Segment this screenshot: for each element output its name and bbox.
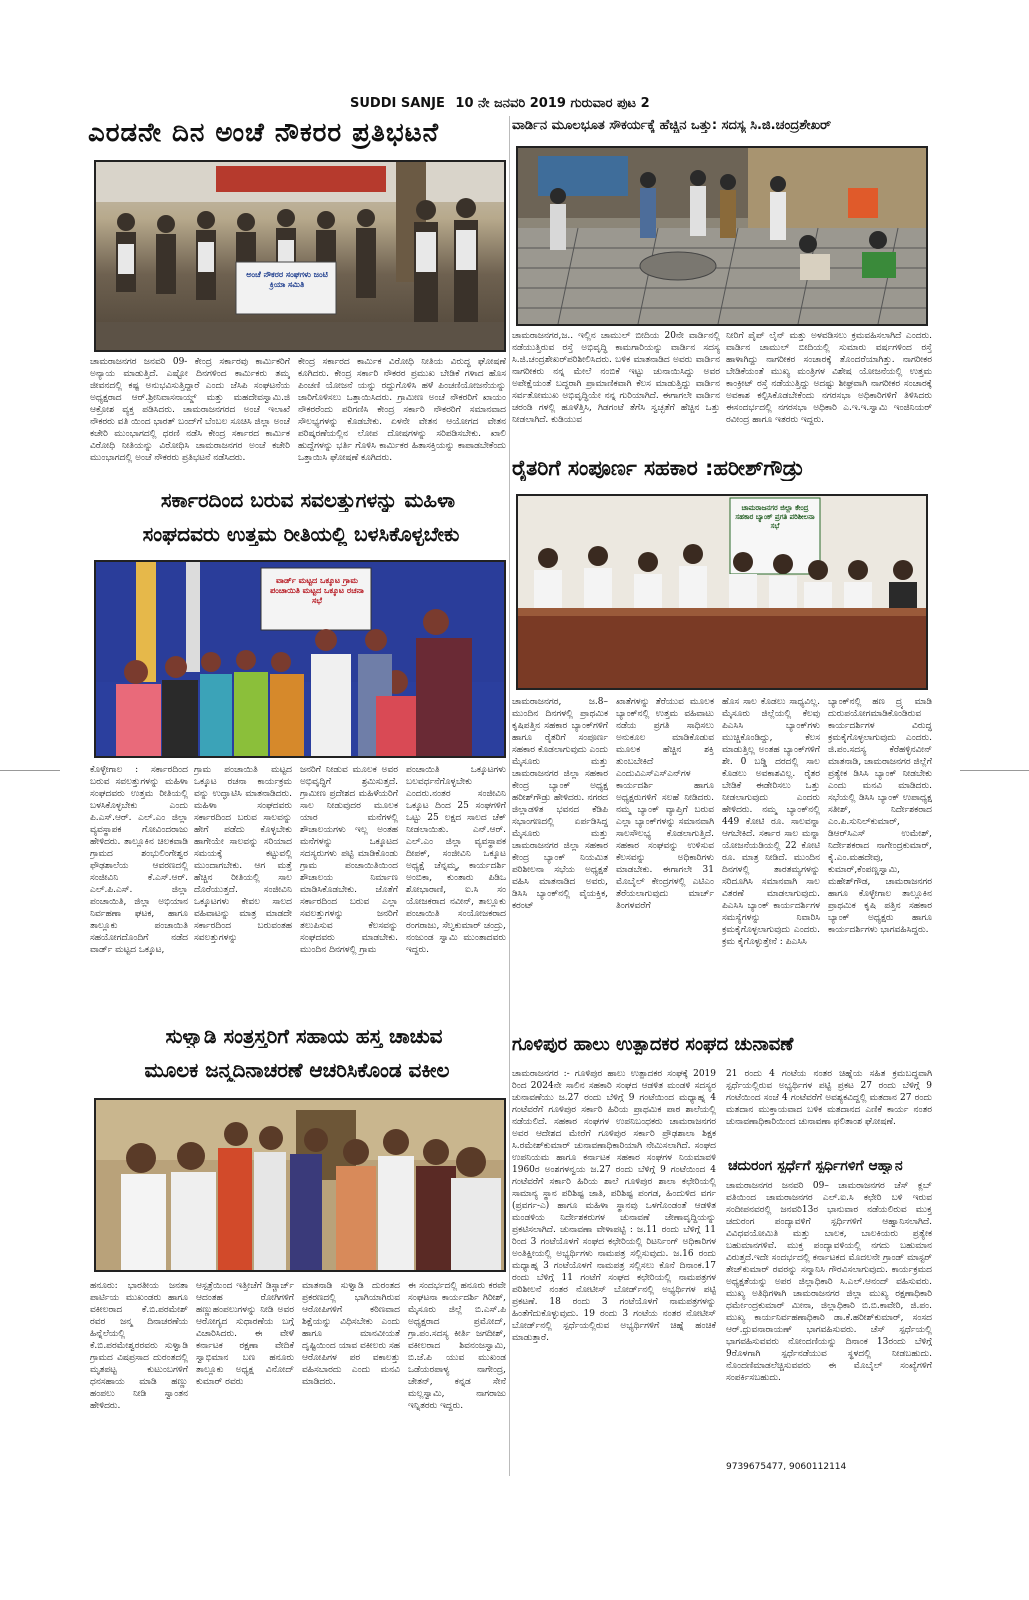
- article7-phones: 9739675477, 9060112114: [726, 1462, 847, 1472]
- page-divider: [509, 116, 510, 1476]
- article2-col4: ಪಂಚಾಯಿತಿ ಒಕ್ಕೂಟಗಳು ಬಲವರ್ಧನೆಗೊಳ್ಳಬೇಕು ಎಂದರು.ನಂತರ ಸಂಜೀವಿನಿ ಒಕ್ಕೂಟ ದಿಂದ 25 ಸಂಘಗಳಿಗೆ ಒಟ್ಟು 25 ಲಕ್ಷದ ಸಾಲದ ಚೆಕ್ ನೀಡಲಾಯಿತು. ಎನ್.ಆರ್. ಎಲ್.ಎಂ ಜಿಲ್ಲಾ ವ್ಯವಸ್ಥಾಪಕ ದೀಪಕ್, ಸಂಜೀವಿನಿ ಒಕ್ಕೂಟ ಅಧ್ಯಕ್ಷೆ ಚೆನ್ನಮ್ಮ, ಕಾರ್ಯದರ್ಶಿ ಅಂಬಿಕಾ, ಕುಂತಾರು ಪಿಡಿಒ ಶೋಭಾರಾಣಿ, ಐ.ಸಿ ಸಂ ಯೋಜಕರಾದ ನವೀನ್, ತಾಲ್ಲೂಕು ಪಂಚಾಯಿತಿ ಸಂಯೋಜಕರಾದ ರಂಗರಾಜು, ಸೆಲ್ವಕುಮಾರ್ ಚಂದ್ರು, ನಂಜುಂಡ ಸ್ವಾಮಿ ಮುಂತಾದವರು ಇದ್ದರು.: [406, 765, 506, 955]
- article5-photo: [516, 494, 928, 690]
- article5-col2: ಖಾತೆಗಳನ್ನು ತೆರೆಯುವ ಮೂಲಕ ಬ್ಯಾಂಕ್‌ನಲ್ಲಿ ಉತ್ತಮ ವಹಿವಾಟು ನಡೆಯ ಪ್ರಗತಿ ಸಾಧಿಸಲು ಅನುಕೂಲ ಮಾಡಿಕೊಡುವ ಮೂಲಕ ಹೆಚ್ಚಿನ ಶಕ್ತಿ ತುಂಬಬೇಕಿದೆ ಎಂದುವಿಎಸ್ಎಸ್ಎನ್‌ಗಳ ಕಾರ್ಯದರ್ಶಿ ಹಾಗೂ ಅಧ್ಯಕ್ಷರುಗಳಿಗೆ ಸಲಹೆ ನೀಡಿದರು. ನಮ್ಮ ಬ್ಯಾಂಕ್ ವ್ಯಾಪ್ತಿಗೆ ಬರುವ ಎಲ್ಲಾ ಬ್ಯಾಂಕ್‌ಗಳನ್ನು ಸಮಾನವಾಗಿ ಸಾಲಸೌಲಭ್ಯ ಕೊಡಲಾಗುತ್ತಿದೆ. ಸಹಕಾರ ಸಂಘವನ್ನು ಉಳಿಸುವ ಕೆಲಸವನ್ನು ಅಧಿಕಾರಿಗಳು ಮಾಡಬೇಕು. ಈಗಾಗಲೇ 31 ಮೊಬೈಲ್ ಕೇಂದ್ರಗಳಲ್ಲಿ ಎಟಿಎಂ ತೆರೆಯಲಾಗುವುದು ಮಾರ್ಚ್ ತಿಂಗಳವರೆಗೆ: [616, 697, 714, 911]
- masthead: [350, 96, 650, 111]
- article3-headline-line1: ಸುಳ್ವಾಡಿ ಸಂತ್ರಸ್ತರಿಗೆ ಸಹಾಯ ಹಸ್ತ ಚಾಚುವ: [165, 1024, 443, 1048]
- article3-photo: [94, 1098, 506, 1272]
- masthead-paper: SUDDI SANJE: [350, 96, 445, 111]
- article1-headline: ಎರಡನೇ ದಿನ ಅಂಚೆ ನೌಕರರ ಪ್ರತಿಭಟನೆ: [88, 118, 440, 148]
- article7-col1: ಚಾಮರಾಜನಗರ ಜನವರಿ 09– ಚಾಮರಾಜನಗರ ಚೆಸ್ ಕ್ಲಬ್ ವತಿಯಿಂದ ಚಾಮರಾಜನಗರ ಎಲ್.ಐ.ಸಿ ಕಛೇರಿ ಬಳಿ ಇರುವ ಸಂದೀಪನವರಲ್ಲಿ ಜನವರಿ13ರ ಭಾನುವಾರ ನಡೆಯಲಿರುವ ಮುಕ್ತ ಚದುರಂಗ ಪಂದ್ಯಾವಳಿಗೆ ಸ್ಪರ್ಧಿಗಳಿಗೆ ಆಹ್ವಾನಿಸಲಾಗಿದೆ. ವಿವಿಧವಯೋಮಿತಿ ಮತ್ತು ಬಾಲಕ, ಬಾಲಕಿಯರು ಪ್ರತ್ಯೇಕ ಬಹುಮಾನಗಳಿವೆ. ಮುಕ್ತ ಪಂದ್ಯಾವಳಿಯಲ್ಲಿ ನಗದು ಬಹುಮಾನ ವಿರುತ್ತದೆ.ಇದೇ ಸಂದರ್ಭದಲ್ಲಿ ಕರ್ನಾಟಕದ ಮೊದಲನೇ ಗ್ರಾಂಡ್ ಮಾಸ್ಟರ್ ತೇಜ್‌ಕುಮಾರ್ ರವರನ್ನು ಸನ್ಮಾನಿಸಿ ಗೌರವಿಸಲಾಗುವುದು. ಕಾರ್ಯಕ್ರಮದ ಅಧ್ಯಕ್ಷತೆಯನ್ನು ಅಪರ ಜಿಲ್ಲಾಧಿಕಾರಿ ಸಿ.ಎಲ್.ಆನಂದ್ ವಹಿಸುವರು. ಮುಖ್ಯ ಅತಿಥಿಗಳಾಗಿ ಚಾಮರಾಜನಗರ ಜಿಲ್ಲಾ ಮುಖ್ಯ ರಕ್ಷಣಾಧಿಕಾರಿ ಧರ್ಮೇಂದ್ರಕುಮಾರ್ ಮೀನಾ, ಜಿಲ್ಲಾಧಿಕಾರಿ ಬಿ.ಬಿ.ಕಾವೇರಿ, ಜಿ.ಪಂ. ಮುಖ್ಯ ಕಾರ್ಯನಿರ್ವಹಣಾಧಿಕಾರಿ ಡಾ.ಕೆ.ಹರೀಶ್‌ಕುಮಾರ್, ಸಂಸದ ಆರ್.ಧ್ರುವನಾರಾಯಣ್ ಭಾಗವಹಿಸುವರು. ಚೆಸ್ ಸ್ಪರ್ಧೆಯಲ್ಲಿ ಭಾಗವಹಿಸುವವರು ನೋಂದಣಿಯನ್ನು ದಿನಾಂಕ 13ರಂದು ಬೆಳಿಗ್ಗೆ 9ರೊಳಗಾಗಿ ಸ್ಪರ್ಧೆನಡೆಯುವ ಸ್ಥಳದಲ್ಲಿ ನೀಡಬಹುದು. ನೊಂದಣಿಮಾಡಲೆಚ್ಚಿಸುವವರು ಈ ಮೊಬೈಲ್ ಸಂಖ್ಯೆಗಳಿಗೆ ಸಂಪರ್ಕಿಸಬಹುದು.: [726, 1181, 932, 1383]
- left-margin-rule: [0, 770, 60, 771]
- article4-col1: ಚಾಮರಾಜನಗರ,ಜ.. ಇಲ್ಲಿನ ಚಾಮುಲ್ ಬೀದಿಯ 20ನೇ ವಾರ್ಡಿನಲ್ಲಿ ನಡೆಯುತ್ತಿರುವ ರಸ್ತೆ ಅಭಿವೃದ್ಧಿ ಕಾಮಗಾರಿಯನ್ನು ವಾರ್ಡಿನ ಸದಸ್ಯ ಸಿ.ಜಿ.ಚಂದ್ರಶೇಖರ್‌ಪರಿಶೀಲಿಸಿದರು. ಬಳಿಕ ಮಾತನಾಡಿದ ಅವರು ವಾರ್ಡಿನ ನಾಗರೀಕರು ನನ್ನ ಮೇಲೆ ನಂಬಿಕೆ ಇಟ್ಟು ಚುನಾಯಿಸಿದ್ದು ಅವರ ಅಪೇಕ್ಷೆಯಂತೆ ಬದ್ಧರಾಗಿ ಪ್ರಾಮಾಣಿಕವಾಗಿ ಕೆಲಸ ಮಾಡುತ್ತಿದ್ದು ವಾರ್ಡಿನ ಸರ್ವತೋಮುಖ ಅಭಿವೃದ್ಧಿಯೇ ನನ್ನ ಗುರಿಯಾಗಿದೆ. ಈಗಾಗಲೇ ವಾರ್ಡಿನ ಚರಂಡಿ ಗಳಲ್ಲಿ ಹೂಳೆತ್ತಿಸಿ, ಗಿಡಗಂಟೆ ತೆಗೆಸಿ ಸ್ವಚ್ಛತೆಗೆ ಹೆಚ್ಚಿನ ಒತ್ತು ನೀಡಲಾಗಿದೆ. ಕುಡಿಯುವ: [512, 331, 720, 425]
- article5-banner-text: ಚಾಮರಾಜನಗರ ಜಿಲ್ಲಾ ಕೇಂದ್ರ ಸಹಕಾರ ಬ್ಯಾಂಕ್ ಪ್ರಗತಿ ಪರಿಶೀಲನಾ ಸಭೆ: [735, 504, 815, 530]
- article3-col4: ಈ ಸಂದರ್ಭದಲ್ಲಿ ಹನೂರು ಕರವೇ ಸಂಘಟನಾ ಕಾರ್ಯದರ್ಶಿ ಗಿರೀಶ್, ಮೈಸೂರು ಜಿಲ್ಲೆ ಬಿ.ಎಸ್.ಪಿ ಅಧ್ಯಕ್ಷರಾದ ಪ್ರಮೋದ್, ಗ್ರಾ.ಪಂ.ಸದಸ್ಯ ಕೀರ್ತಿ ಜಗದೀಶ್, ವಕೀಲರಾದ ಶಿವನಂಜಸ್ವಾಮಿ, ಬಿ.ಜೆ.ಪಿ ಯುವ ಮುಖಂಡ ಒಡೆಯರಪಾಳ್ಯ ನಾಗೇಂದ್ರ, ಚೇತನ್, ಕನ್ನಡ ಸೇನೆ ಮಲ್ಲಸ್ವಾಮಿ, ನಾಗರಾಜು ಇನ್ನಿತರರು ಇದ್ದರು.: [408, 1281, 506, 1411]
- article1-col2: ಕೇಂದ್ರ ಸರ್ಕಾರದ ಕಾರ್ಮಿಕ ವಿರೋಧಿ ನೀತಿಯ ವಿರುದ್ಧ ಘೋಷಣೆ ಕೂಗಿದರು. ಕೇಂದ್ರ ಸರ್ಕಾರಿ ನೌಕರರ ಪ್ರಮುಖ ಬೇಡಿಕೆ ಗಳಾದ ಹೊಸ ಪಿಂಚಣಿ ಯೋಜನೆ ಯನ್ನು ರದ್ದುಗೊಳಿಸಿ ಹಳೆ ಪಿಂಚಣಿಯೋಜನೆಯನ್ನು ಜಾರಿಗೊಳಿಸಲು ಒತ್ತಾಯಿಸಿದರು. ಗ್ರಾಮೀಣ ಅಂಚೆ ನೌಕರರಿಗೆ ಖಾಯಂ ನೌಕರರೆಂದು ಪರಿಗಣಿಸಿ ಕೇಂದ್ರ ಸರ್ಕಾರಿ ನೌಕರರಿಗೆ ಸಮಾನವಾದ ಸೌಲಭ್ಯಗಳನ್ನು ಕೊಡಬೇಕು. ಏಳನೇ ವೇತನ ಆಯೋಗದ ವೇತನ ಪರಿಷ್ಕರಣೆಯಲ್ಲಿನ ಲೋಪ ದೋಷಗಳನ್ನು ಸರಿಪಡಿಸಬೇಕು. ಖಾಲಿ ಹುದ್ದೆಗಳನ್ನು ಭರ್ತಿ ಗೊಳಿಸಿ ಕಾರ್ಮಿಕರ ಹಿತಾಸಕ್ತಿಯನ್ನು ಕಾಪಾಡಬೇಕೆಂದು ಒತ್ತಾಯಿಸಿ ಘೋಷಣೆ ಕೂಗಿದರು.: [298, 357, 506, 463]
- masthead-date: 10 ನೇ ಜನವರಿ 2019 ಗುರುವಾರ ಪುಟ 2: [455, 96, 650, 111]
- article3-col3: ಮಾತನಾಡಿ ಸುಳ್ವಾಡಿ ದುರಂತದ ಪ್ರಕರಣದಲ್ಲಿ ಭಾಗಿಯಾಗಿರುವ ಆರೋಪಿಗಳಿಗೆ ಕಠಿಣವಾದ ಶಿಕ್ಷೆಯನ್ನು ವಿಧಿಸಬೇಕು ಎಂದು ಹಾಗೂ ಮಾನವೀಯತೆ ದೃಷ್ಟಿಯಿಂದ ಯಾವ ವಕೀಲರು ಸಹ ಆರೋಪಿಗಳ ಪರ ವಕಾಲತ್ತು ವಹಿಸಬಾರದು ಎಂದು ಮನವಿ ಮಾಡಿದರು.: [302, 1281, 400, 1387]
- article7-headline: ಚದುರಂಗ ಸ್ಪರ್ಧೆಗೆ ಸ್ಪರ್ಧಿಗಳಿಗೆ ಆಹ್ವಾನ: [728, 1158, 903, 1174]
- article1-col1: ಚಾಮರಾಜನಗರ ಜನವರಿ 09- ಕೇಂದ್ರ ಸರ್ಕಾರವು ಕಾರ್ಮಿಕರಿಗೆ ಅನ್ಯಾಯ ಮಾಡುತ್ತಿದೆ. ಎಷ್ಟೋ ದಿನಗಳಿಂದ ಕಾರ್ಮಿಕರು ತಮ್ಮ ಜೀವನದಲ್ಲಿ ಕಷ್ಟ ಅನುಭವಿಸುತ್ತಿದ್ದಾರೆ ಎಂದು ಜೆಸಿಪಿ ಸಂಘಟನೆಯ ಅಧ್ಯಕ್ಷರಾದ ಆರ್.ಶ್ರೀನಿವಾಸನಾಯ್ಡ್ ಮತ್ತು ಮಹದೇವಸ್ವಾಮಿ.ಜಿ ಆಕ್ರೋಶ ವ್ಯಕ್ತ ಪಡಿಸಿದರು. ಚಾಮರಾಜನಗರದ ಅಂಚೆ ಇಲಾಖೆ ನೌಕರರು ವತಿ ಯಿಂದ ಭಾರತ್ ಬಂದ್‌ಗೆ ಬೆಂಬಲ ಸೂಚಿಸಿ ಜಿಲ್ಲಾ ಅಂಚೆ ಕಚೇರಿ ಮುಂಭಾಗದಲ್ಲಿ ಧರಣಿ ನಡೆಸಿ ಕೇಂದ್ರ ಸರ್ಕಾರದ ಕಾರ್ಮಿಕ ವಿರೋಧಿ ನೀತಿಯನ್ನು ವಿರೋಧಿಸಿ ಚಾಮರಾಜನಗರ ಅಂಚೆ ಕಚೇರಿ ಮುಂಭಾಗದಲ್ಲಿ ಅಂಚೆ ನೌಕರರು ಪ್ರತಿಭಟನೆ ನಡೆಸಿದರು.: [90, 357, 290, 463]
- article2-col3: ಜನರಿಗೆ ನೀಡುವ ಮೂಲಕ ಅವರ ಅಭಿವೃದ್ಧಿಗೆ ಶ್ರಮಿಸುತ್ತದೆ. ಗ್ರಾಮೀಣ ಪ್ರದೇಶದ ಮಹಿಳೆಯರಿಗೆ ಸಾಲ ನೀಡುವುದರ ಮೂಲಕ ಯಾರ ಮನೆಗಳಲ್ಲಿ ಶೌಚಾಲಯಗಳು ಇಲ್ಲ ಅಂತಹ ಮನೆಗಳನ್ನು ಒಕ್ಕೂಟದ ಸದಸ್ಯರುಗಳು ಪಟ್ಟಿ ಮಾಡಿಕೊಂಡು ಗ್ರಾಮ ಪಂಚಾಯಿತಿಯಿಂದ ಶೌಚಾಲಯ ನಿರ್ಮಾಣ ಮಾಡಿಸಿಕೊಡಬೇಕು. ಜೊತೆಗೆ ಸರ್ಕಾರದಿಂದ ಬರುವ ಎಲ್ಲಾ ಸವಲತ್ತುಗಳನ್ನು ಜನರಿಗೆ ತಲುಪಿಸುವ ಕೆಲಸವನ್ನು ಸಂಘದವರು ಮಾಡಬೇಕು. ಮುಂದಿನ ದಿನಗಳಲ್ಲಿ ಗ್ರಾಮ: [300, 765, 398, 955]
- article2-banner-text: ವಾರ್ಡ್ ಮಟ್ಟದ ಒಕ್ಕೂಟ ಗ್ರಾಮ ಪಂಚಾಯಿತಿ ಮಟ್ಟದ ಒಕ್ಕೂಟ ರಚನಾ ಸಭೆ: [270, 576, 364, 605]
- article6-col2: 21 ರಂದು 4 ಗಂಟೆಯ ನಂತರ ಚಿಹ್ನೆಯ ಸಹಿತ ಕ್ರಮಬದ್ಧವಾಗಿ ಸ್ಪರ್ಧೆಯಲ್ಲಿರುವ ಅಭ್ಯರ್ಥಿಗಳ ಪಟ್ಟಿ ಪ್ರಕಟ 27 ರಂದು ಬೆಳಿಗ್ಗೆ 9 ಗಂಟೆಯಿಂದ ಸಂಜೆ 4 ಗಂಟೆವರೆಗೆ ಅವಶ್ಯಕವಿದ್ದಲ್ಲಿ ಮತದಾನ 27 ರಂದು ಮತದಾನ ಮುಕ್ತಾಯವಾದ ಬಳಿಕ ಮತದಾನದ ಎಣಿಕೆ ಕಾರ್ಯ ನಂತರ ಚುನಾವಣಾಧಿಕಾರಿಯಿಂದ ಚುನಾವಣಾ ಫಲಿತಾಂಶ ಘೋಷಣೆ.: [726, 1069, 932, 1127]
- article4-photo: [516, 146, 928, 326]
- article2-photo: [94, 560, 506, 758]
- article1-banner-text: ಅಂಚೆ ನೌಕರರ ಸಂಘಗಳು ಜಂಟಿ ಕ್ರಿಯಾ ಸಮಿತಿ: [246, 270, 328, 289]
- article4-headline: ವಾರ್ಡಿನ ಮೂಲಭೂತ ಸೌಕರ್ಯಕ್ಕೆ ಹೆಚ್ಚಿನ ಒತ್ತು: ಸದಸ್ಯ ಸಿ.ಜಿ.ಚಂದ್ರಶೇಖರ್: [512, 118, 832, 133]
- article3-headline-line2: ಮೂಲಕ ಜನ್ಮದಿನಾಚರಣೆ ಆಚರಿಸಿಕೊಂಡ ವಕೀಲ: [144, 1058, 450, 1082]
- article5-col4: ಬ್ಯಾಂಕ್‌ನಲ್ಲಿ ಹಣ ದ್ರ್ಯ ಮಾಡಿ ದುರುಪಯೋಗಮಾಡಿಕೊಂಡಿರುವ ಕಾರ್ಯದರ್ಶಿಗಳ ವಿರುದ್ಧ ಕ್ರಮಕೈಗೊಳ್ಳಲಾಗುವುದು ಎಂದರು. ಜಿ.ಪಂ.ಸದಸ್ಯ ಕೆರೆಹಳ್ಳಿನವೀನ್ ಮಾತನಾಡಿ, ಚಾಮರಾಜನಗರ ಜಿಲ್ಲೆಗೆ ಪ್ರತ್ಯೇಕ ಡಿಸಿಸಿ ಬ್ಯಾಂಕ್ ನೀಡಬೇಕು ಎಂದು ಮನವಿ ಮಾಡಿದರು. ಸಭೆಯಲ್ಲಿ ಡಿಸಿಸಿ ಬ್ಯಾಂಕ್ ಉಪಾಧ್ಯಕ್ಷ ಸತೀಶ್, ನಿರ್ದೇಶಕರಾದ ಎಂ.ಪಿ.ಸುನಿಲ್‌ಕುಮಾರ್, ಡಿಆರ್‌ಸಿಎಸ್ ಉಮೇಶ್, ನಿರ್ದೇಶಕರಾದ ನಾಗೇಂದ್ರಕುಮಾರ್, ಕೈ.ಎಂ.ಮಹದೇವು, ಕುಮಾರ್,ಕೆಂಪಣ್ಣಸ್ವಾಮಿ, ಮಹೇಶ್‌ಗೌಡ, ಚಾಮರಾಜನಗರ ಹಾಗೂ ಕೊಳ್ಳೇಗಾಲ ತಾಲ್ಲೂಕಿನ ಪ್ರಾಥಮಿಕ ಕೃಷಿ ಪತ್ತಿನ ಸಹಕಾರ ಬ್ಯಾಂಕ್ ಅಧ್ಯಕ್ಷರು ಹಾಗೂ ಕಾರ್ಯದರ್ಶಿಗಳು ಭಾಗವಹಿಸಿದ್ದರು.: [828, 697, 932, 935]
- article3-col1: ಹನೂರು: ಭಾರತೀಯ ಜನತಾ ಪಾರ್ಟಿಯ ಮುಖಂಡರು ಹಾಗೂ ವಕೀಲರಾದ ಕೆ.ಬಿ.ಪರಮೇಶ್ ರವರ ಜನ್ಮ ದಿನಾಚರಣೆಯ ಹಿನ್ನೆಲೆಯಲ್ಲಿ ಕೆ.ಬಿ.ಪರಮೇಶ್ವರರವರು ಸುಳ್ವಾಡಿ ಗ್ರಾಮದ ವಿಷಪ್ರಸಾದ ದುರಂತದಲ್ಲಿ ಮೃತಪಟ್ಟ ಕುಟುಂಬಗಳಿಗೆ ಧನಸಹಾಯ ಮಾಡಿ ಹಣ್ಣು ಹಂಪಲು ನೀಡಿ ಸ್ವಾಂತನ ಹೇಳಿದರು.: [90, 1281, 188, 1411]
- article4-col2: ನೀರಿಗೆ ಪೈಪ್ ಲೈನ್ ಮತ್ತು ಅಳವಡಿಸಲು ಕ್ರಮವಹಿಸಲಾಗಿದೆ ಎಂದರು. ವಾರ್ಡಿನ ಚಾಮುಲ್ ಬೀದಿಯಲ್ಲಿ ಸುಮಾರು ವರ್ಷಗಳಿಂದ ರಸ್ತೆ ಹಾಳಾಗಿದ್ದು ನಾಗರೀಕರ ಸಂಚಾರಕ್ಕೆ ತೊಂದರೆಯಾಗಿತ್ತು. ನಾಗರೀಕರ ಬೇಡಿಕೆಯಂತೆ ಮುಖ್ಯ ಮಂತ್ರಿಗಳ ವಿಶೇಷ ಯೋಜನೆಯಲ್ಲಿ ಉತ್ತಮ ಕಾಂಕ್ರೀಟ್ ರಸ್ತೆ ನಡೆಯುತ್ತಿದ್ದು ಅದಷ್ಟು ಶೀಘ್ರವಾಗಿ ನಾಗರೀಕರ ಸಂಚಾರಕ್ಕೆ ಅವಕಾಶ ಕಲ್ಪಿಸಿಕೊಡಬೇಕೆಂದು ನಗರಸಭಾ ಅಧಿಕಾರಿಗಳಿಗೆ ತಿಳಿಸಿದರು ಈಸಂದರ್ಭದಲ್ಲಿ ನಗರಸಭಾ ಅಧಿಕಾರಿ ಎ.ಇ.ಇ.ಸ್ವಾಮಿ ಇಂಜಿನಿಯರ್ ರವೀಂದ್ರ ಹಾಗೂ ಇತರರು ಇದ್ದರು.: [726, 331, 932, 425]
- protest-photo-illustration: [96, 162, 504, 350]
- article5-col3: ಹೊಸ ಸಾಲ ಕೊಡಲು ಸಾಧ್ಯವಿಲ್ಲ. ಮೈಸೂರು ಜಿಲ್ಲೆಯಲ್ಲಿ ಕೆಲವು ಪಿಎಸಿಸಿ ಬ್ಯಾಂಕ್‌ಗಳು ಮುಚ್ಚಿಕೊಂಡಿದ್ದು, ಕೆಲಸ ಮಾಡುತ್ತಿಲ್ಲ ಅಂತಹ ಬ್ಯಾಂಕ್‌ಗಳಿಗೆ ಶೇ. 0 ಬಡ್ಡಿ ದರದಲ್ಲಿ ಸಾಲ ಕೊಡಲು ಅವಕಾಶವಿಲ್ಲ. ರೈತರ ಬೇಡಿಕೆ ಈಡೇರಿಸಲು ಒತ್ತು ನೀಡಲಾಗುವುದು ಎಂದರು ಹೇಳಿದರು. ನಮ್ಮ ಬ್ಯಾಂಕ್‌ನಲ್ಲಿ 449 ಕೋಟಿ ರೂ. ಸಾಲವನ್ನಾ ಆಗಬೇಕಿದೆ. ಸರ್ಕಾರ ಸಾಲ ಮನ್ನಾ ಯೋಜನೆಯಡಿಯಲ್ಲಿ 22 ಕೋಟಿ ರೂ. ಮಾತ್ರ ನೀಡಿದೆ. ಮುಂದಿನ ದಿನಗಳಲ್ಲಿ ತಾರತಮ್ಯಗಳನ್ನು ಸರಿದೂಗಿಸಿ ಸಮಾನವಾಗಿ ಸಾಲ ವಿತರಣೆ ಮಾಡಲಾಗುವುದು. ಪಿಎಸಿಸಿ ಬ್ಯಾಂಕ್ ಕಾರ್ಯದರ್ಶಿಗಳ ಸಮಸ್ಯೆಗಳನ್ನು ನಿವಾರಿಸಿ ಕ್ರಮಕೈಗೊಳ್ಳಲಾಗುವುದು ಎಂದರು. ಕ್ರಮ ಕೈಗೊಳ್ಳುತ್ತೇನೆ : ಪಿಎಸಿಸಿ: [722, 697, 820, 947]
- article6-col1: ಚಾಮರಾಜನಗರ :- ಗೂಳಿಪುರ ಹಾಲು ಉತ್ಪಾದಕರ ಸಂಘಕ್ಕೆ 2019 ರಿಂದ 2024ನೇ ಸಾಲಿನ ಸಹಕಾರಿ ಸಂಘದ ಆಡಳಿತ ಮಂಡಳಿ ಸದಸ್ಯರ ಚುನಾವಣೆಯು ಜ.27 ರಂದು ಬೆಳಿಗ್ಗೆ 9 ಗಂಟೆಯಿಂದ ಮಧ್ಯಾಹ್ನ 4 ಗಂಟೆವರೆಗೆ ಗೂಳಿಪುರ ಸರ್ಕಾರಿ ಹಿರಿಯ ಪ್ರಾಥಮಿಕ ಪಾಠ ಶಾಲೆಯಲ್ಲಿ ನಡೆಯಲಿದೆ. ಸಹಕಾರ ಸಂಘಗಳ ಉಪನಿಬಂಧಕರು ಚಾಮರಾಜನಗರ ಅವರ ಆದೇಶದ ಮೇರೆಗೆ ಗೂಳಿಪುರ ಸರ್ಕಾರಿ ಪ್ರೌಢಶಾಲಾ ಶಿಕ್ಷಕ ಸಿ.ರಮೇಶ್‌ಕುಮಾರ್ ಚುನಾವಣಾಧಿಕಾರಿಯಾಗಿ ನೇಮಿಸಲಾಗಿದೆ. ಸಂಘದ ಉಪನಿಯಮ ಹಾಗೂ ಕರ್ನಾಟಕ ಸಹಕಾರ ಸಂಘಗಳ ನಿಯಮಾವಳಿ 1960ರ ಅಂಶಗಳನ್ವಯ ಜ.27 ರಂದು ಬೆಳಿಗ್ಗೆ 9 ಗಂಟೆಯಿಂದ 4 ಗಂಟೆವರೆಗೆ ಸರ್ಕಾರಿ ಹಿರಿಯ ಶಾಲೆ ಗೂಳಿಪುರ ಶಾಲಾ ಕಛೇರಿಯಲ್ಲಿ ಸಾಮಾನ್ಯ ಸ್ಥಾನ ಪರಿಶಿಷ್ಟ ಜಾತಿ, ಪರಿಶಿಷ್ಟ ಪಂಗಡ, ಹಿಂದುಳಿದ ವರ್ಗ (ಪ್ರವರ್ಗ-ಎ) ಹಾಗೂ ಮಹಿಳಾ ಸ್ಥಾನವು ಒಳಗೊಂಡಂತೆ ಆಡಳಿತ ಮಂಡಳಿಯ ನಿರ್ದೇಶಕರುಗಳ ಚುನಾವಣೆ ಜೇಣಾವೃದ್ದಿಯನ್ನು ಪ್ರಕಟಿಸಲಾಗಿದೆ. ಚುನಾವಣಾ ವೇಳಾಪಟ್ಟಿ : ಜ.11 ರಂದು ಬೆಳಿಗ್ಗೆ 11 ರಿಂದ 3 ಗಂಟೆಯೊಳಗೆ ಸಂಘದ ಕಛೇರಿಯಲ್ಲಿ ರಿಟರ್ನಿಂಗ್ ಅಧಿಕಾರಿಗಳ ಅಂತಿಕ್ಷೀಯಲ್ಲಿ ಅಭ್ಯರ್ಥಿಗಳು ನಾಮಪತ್ರ ಸಲ್ಲಿಸುವುದು. ಜ.16 ರಂದು ಮಧ್ಯಾಹ್ನ 3 ಗಂಟೆಯೊಳಗೆ ನಾಮಪತ್ರ ಸಲ್ಲಿಸಲು ಕೊನೆ ದಿನಾಂಕ.17 ರಂದು ಬೆಳಿಗ್ಗೆ 11 ಗಂಟೆಗೆ ಸಂಘದ ಕಛೇರಿಯಲ್ಲಿ ನಾಮಪತ್ರಗಳ ಪರಿಶೀಲನೆ ನಂತರ ನೋಟೀಸ್ ಬೋರ್ಡ್‌ನಲ್ಲಿ ಅಭ್ಯರ್ಥಿಗಳ ಪಟ್ಟಿ ಪ್ರಕಟಣೆ. 18 ರಂದು 3 ಗಂಟೆಯೊಳಗೆ ನಾಮಪತ್ರಗಳನ್ನು ಹಿಂತೆಗೆದುಕೊಳ್ಳುವುದು. 19 ರಂದು 3 ಗಂಟೆಯ ನಂತರ ನೋಟೀಸ್ ಬೋರ್ಡ್‌ನಲ್ಲಿ ಸ್ಪರ್ಧೆಯಲ್ಲಿರುವ ಅಭ್ಯರ್ಥಿಗಳಿಗೆ ಚಿಹ್ನೆ ಹಂಚಿಕೆ ಮಾಡುತ್ತಾರೆ.: [512, 1069, 716, 1343]
- donation-photo-illustration: [96, 1100, 504, 1270]
- article3-col2: ಆಸ್ಪತ್ರೆಯಿಂದ ಇತ್ತೀಚೆಗೆ ಡಿಸ್ಚಾರ್ಜ್ ಆದಂತಹ ರೋಗಿಗಳಿಗೆ ಹಣ್ಣುಹಂಪಲುಗಳನ್ನು ನೀಡಿ ಅವರ ಆರೋಗ್ಯದ ಸುಧಾರಣೆಯ ಬಗ್ಗೆ ವಿಚಾರಿಸಿದರು. ಈ ವೇಳೆ ಕರ್ನಾಟಕ ರಕ್ಷಣಾ ವೇದಿಕೆ ಸ್ವಾಭಿಮಾನ ಬಣ ಹನೂರು ತಾಲ್ಲೂಕು ಅಧ್ಯಕ್ಷ ವಿನೋದ್ ಕುಮಾರ್ ರವರು: [196, 1281, 294, 1387]
- meeting-photo-illustration: [518, 496, 926, 688]
- article1-photo: [94, 160, 506, 352]
- article5-headline: ರೈತರಿಗೆ ಸಂಪೂರ್ಣ ಸಹಕಾರ :ಹರೀಶ್‌ಗೌಡ್ರು: [512, 456, 804, 480]
- road-work-photo-illustration: [518, 148, 926, 324]
- article2-headline-line1: ಸರ್ಕಾರದಿಂದ ಬರುವ ಸವಲತ್ತುಗಳನ್ನು ಮಹಿಳಾ: [160, 488, 456, 512]
- article5-col1: ಚಾಮರಾಜನಗರ, ಜ.8– ಮುಂದಿನ ದಿನಗಳಲ್ಲಿ ಪ್ರಾಥಮಿಕ ಕೃಷಿಪತ್ತಿನ ಸಹಕಾರ ಬ್ಯಾಂಕ್‌ಗಳಿಗೆ ಹಾಗೂ ರೈತರಿಗೆ ಸಂಪೂರ್ಣ ಸಹಕಾರ ಕೊಡಲಾಗುವುದು ಎಂದು ಮೈಸೂರು ಮತ್ತು ಚಾಮರಾಜನಗರ ಜಿಲ್ಲಾ ಸಹಕಾರ ಕೇಂದ್ರ ಬ್ಯಾಂಕ್ ಅಧ್ಯಕ್ಷ ಹರೀಶ್‌ಗೌಡ್ರು ಹೇಳಿದರು. ನಗರದ ಜಿಲ್ಲಾಡಳಿತ ಭವನದ ಕೆಡಿಪಿ ಸಭಾಂಗಣದಲ್ಲಿ ಏರ್ಪಡಿಸಿದ್ದ ಮೈಸೂರು ಮತ್ತು ಚಾಮರಾಜನಗರ ಜಿಲ್ಲಾ ಸಹಕಾರ ಕೇಂದ್ರ ಬ್ಯಾಂಕ್ ನಿಯಮಿತ ಪರಿಶೀಲನಾ ಸಭೆಯ ಅಧ್ಯಕ್ಷತೆ ವಹಿಸಿ ಮಾತನಾಡಿದ ಅವರು, ಡಿಸಿಸಿ ಬ್ಯಾಂಕ್‌ನಲ್ಲಿ ವೈಯಕ್ತಿಕ, ಕರಂಟ್: [512, 697, 608, 911]
- article2-col2: ಗ್ರಾಮ ಪಂಚಾಯಿತಿ ಮಟ್ಟದ ಒಕ್ಕೂಟ ರಚನಾ ಕಾರ್ಯಕ್ರಮ ವನ್ನು ಉದ್ಘಾಟಿಸಿ ಮಾತನಾಡಿದರು. ಮಹಿಳಾ ಸಂಘದವರು ಸರ್ಕಾರದಿಂದ ಬರುವ ಸಾಲವನ್ನು ಹೇಗೆ ಪಡೆದು ಕೊಳ್ಳಬೇಕು ಹಾಗೇಯೇ ಸಾಲವನ್ನು ಸರಿಯಾದ ಸಮಯಕ್ಕೆ ಕಟ್ಟುವಲ್ಲಿ ಮುಂದಾಗಬೇಕು. ಆಗ ಮತ್ತೆ ಹೆಚ್ಚಿನ ರೀತಿಯಲ್ಲಿ ಸಾಲ ದೊರೆಯುತ್ತದೆ. ಸಂಜೀವಿನಿ ಒಕ್ಕೂಟಗಳು ಕೇವಲ ಸಾಲದ ವಹಿವಾಟನ್ನು ಮಾತ್ರ ಮಾಡದೇ ಸರ್ಕಾರದಿಂದ ಬರುವಂತಹ ಸವಲತ್ತುಗಳನ್ನು: [194, 765, 292, 943]
- right-margin-rule: [960, 770, 1029, 771]
- article2-headline-line2: ಸಂಘದವರು ಉತ್ತಮ ರೀತಿಯಲ್ಲಿ ಬಳಸಿಕೊಳ್ಳಬೇಕು: [142, 522, 460, 546]
- article6-headline: ಗೂಳಿಪುರ ಹಾಲು ಉತ್ಪಾದಕರ ಸಂಘದ ಚುನಾವಣೆ: [512, 1034, 794, 1055]
- article2-col1: ಕೊಳ್ಳೇಗಾಲ : ಸರ್ಕಾರದಿಂದ ಬರುವ ಸವಲತ್ತುಗಳನ್ನು ಮಹಿಳಾ ಸಂಘದವರು ಉತ್ತಮ ರೀತಿಯಲ್ಲಿ ಬಳಸಿಕೊಳ್ಳಬೇಕು ಎಂದು ಪಿ.ಎಸ್.ಆರ್. ಎಲ್.ಎಂ ಜಿಲ್ಲಾ ವ್ಯವಸ್ಥಾಪಕ ಗೋವಿಂದರಾಜು ಹೇಳಿದರು. ತಾಲ್ಲೂಕಿನ ಚಿಲಕವಾಡಿ ಗ್ರಾಮದ ಶಂಭುಲಿಂಗೇಶ್ವರ ಫೌಢಶಾಲೆಯ ಆವರಣದಲ್ಲಿ ಸಂಜೀವಿನಿ ಕೆ.ಎಸ್.ಆರ್. ಎಲ್.ಪಿ.ಎಸ್. ಜಿಲ್ಲಾ ಪಂಚಾಯಿತಿ, ಜಿಲ್ಲಾ ಅಭಿಯಾನ ನಿರ್ವಹಣಾ ಘಟಕ, ಹಾಗೂ ತಾಲ್ಲೂಕು ಪಂಚಾಯಿತಿ ಸಹಯೋಗದೊಂದಿಗೆ ನಡೆದ ವಾರ್ಡ್ ಮಟ್ಟದ ಒಕ್ಕೂಟ,: [90, 765, 188, 955]
